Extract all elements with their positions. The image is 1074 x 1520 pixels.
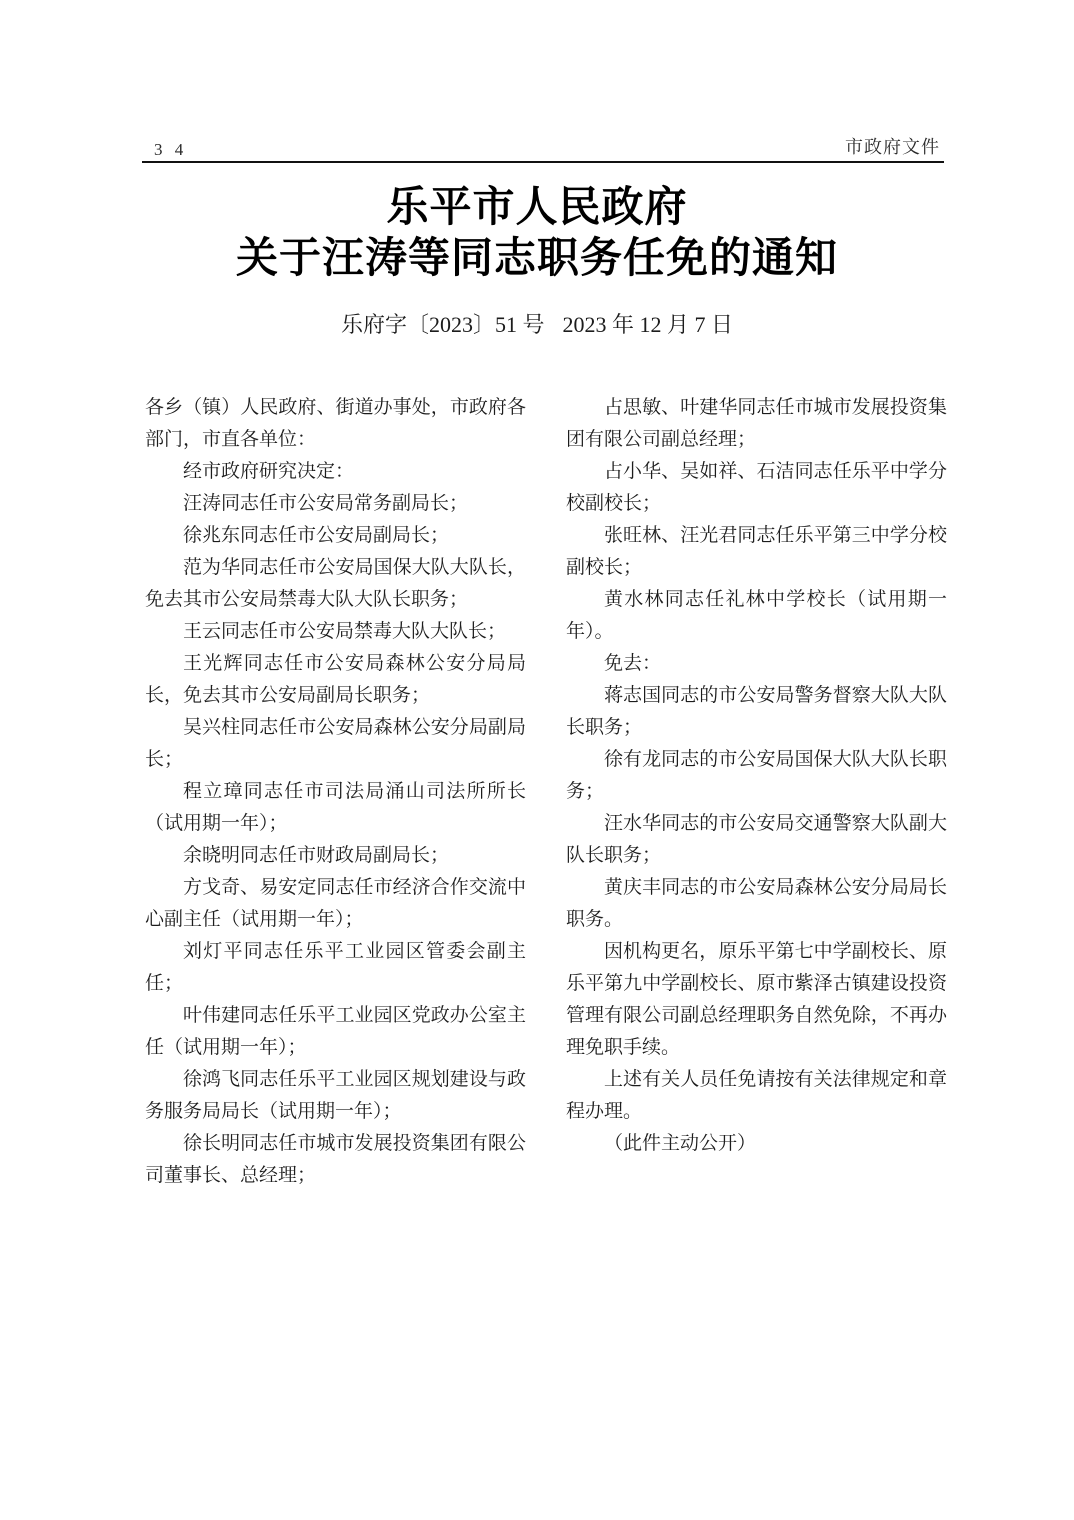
body-paragraph: 刘灯平同志任乐平工业园区管委会副主任；	[145, 941, 526, 994]
body-paragraph: 上述有关人员任免请按有关法律规定和章程办理。	[566, 1069, 947, 1122]
document-title-line2: 关于汪涛等同志职务任免的通知	[235, 236, 838, 282]
body-paragraph: 徐鸿飞同志任乐平工业园区规划建设与政务服务局局长（试用期一年）；	[145, 1069, 526, 1122]
body-paragraph: 免去：	[604, 653, 662, 674]
body-paragraph: 黄庆丰同志的市公安局森林公安分局局长职务。	[566, 877, 947, 930]
body-left-column	[145, 392, 526, 1192]
body-paragraph: 徐兆东同志任市公安局副局长；	[183, 525, 450, 546]
body-paragraph: （此件主动公开）	[604, 1133, 757, 1154]
document-date: 2023 年 12 月 7 日	[562, 312, 734, 337]
body-paragraph: 余晓明同志任市财政局副局长；	[183, 845, 450, 866]
body-paragraph: 范为华同志任市公安局国保大队大队长，免去其市公安局禁毒大队大队长职务；	[145, 557, 526, 610]
body-paragraph: 张旺林、汪光君同志任乐平第三中学分校副校长；	[566, 525, 947, 578]
page-number: 3 4	[154, 140, 188, 159]
body-paragraph: 徐长明同志任市城市发展投资集团有限公司董事长、总经理；	[145, 1133, 526, 1186]
body-paragraph: 方戈奇、易安定同志任市经济合作交流中心副主任（试用期一年）；	[145, 877, 526, 930]
document-number: 乐府字〔2023〕51 号	[340, 312, 545, 337]
document-title-line1: 乐平市人民政府	[386, 185, 688, 231]
document-meta	[137, 308, 937, 339]
body-paragraph: 叶伟建同志任乐平工业园区党政办公室主任（试用期一年）；	[145, 1005, 526, 1058]
body-paragraph: 黄水林同志任礼林中学校长（试用期一年）。	[566, 589, 947, 642]
body-paragraph: 蒋志国同志的市公安局警务督察大队大队长职务；	[566, 685, 947, 738]
body-paragraph: 各乡（镇）人民政府、街道办事处，市政府各部门，市直各单位：	[145, 397, 526, 450]
header-divider-rule	[142, 161, 944, 163]
body-paragraph: 吴兴柱同志任市公安局森林公安分局副局长；	[145, 717, 526, 770]
document-title	[137, 183, 937, 285]
body-paragraph: 因机构更名，原乐平第七中学副校长、原乐平第九中学副校长、原市紫泽古镇建设投资管理有限公司副总经理职务自然免除，不再办理免职手续。	[566, 941, 947, 1058]
body-paragraph: 王云同志任市公安局禁毒大队大队长；	[183, 621, 507, 642]
body-paragraph: 王光辉同志任市公安局森林公安分局局长，免去其市公安局副局长职务；	[145, 653, 526, 706]
body-paragraph: 汪水华同志的市公安局交通警察大队副大队长职务；	[566, 813, 947, 866]
body-paragraph: 占小华、吴如祥、石洁同志任乐平中学分校副校长；	[566, 461, 947, 514]
body-paragraph: 占思敏、叶建华同志任市城市发展投资集团有限公司副总经理；	[566, 397, 947, 450]
body-paragraph: 徐有龙同志的市公安局国保大队大队长职务；	[566, 749, 947, 802]
body-paragraph: 经市政府研究决定：	[183, 461, 355, 482]
header-doc-category: 市政府文件	[845, 137, 940, 157]
body-columns	[145, 392, 947, 1192]
body-paragraph: 程立璋同志任市司法局涌山司法所所长（试用期一年）；	[145, 781, 526, 834]
body-paragraph: 汪涛同志任市公安局常务副局长；	[183, 493, 469, 514]
body-right-column	[566, 392, 947, 1192]
